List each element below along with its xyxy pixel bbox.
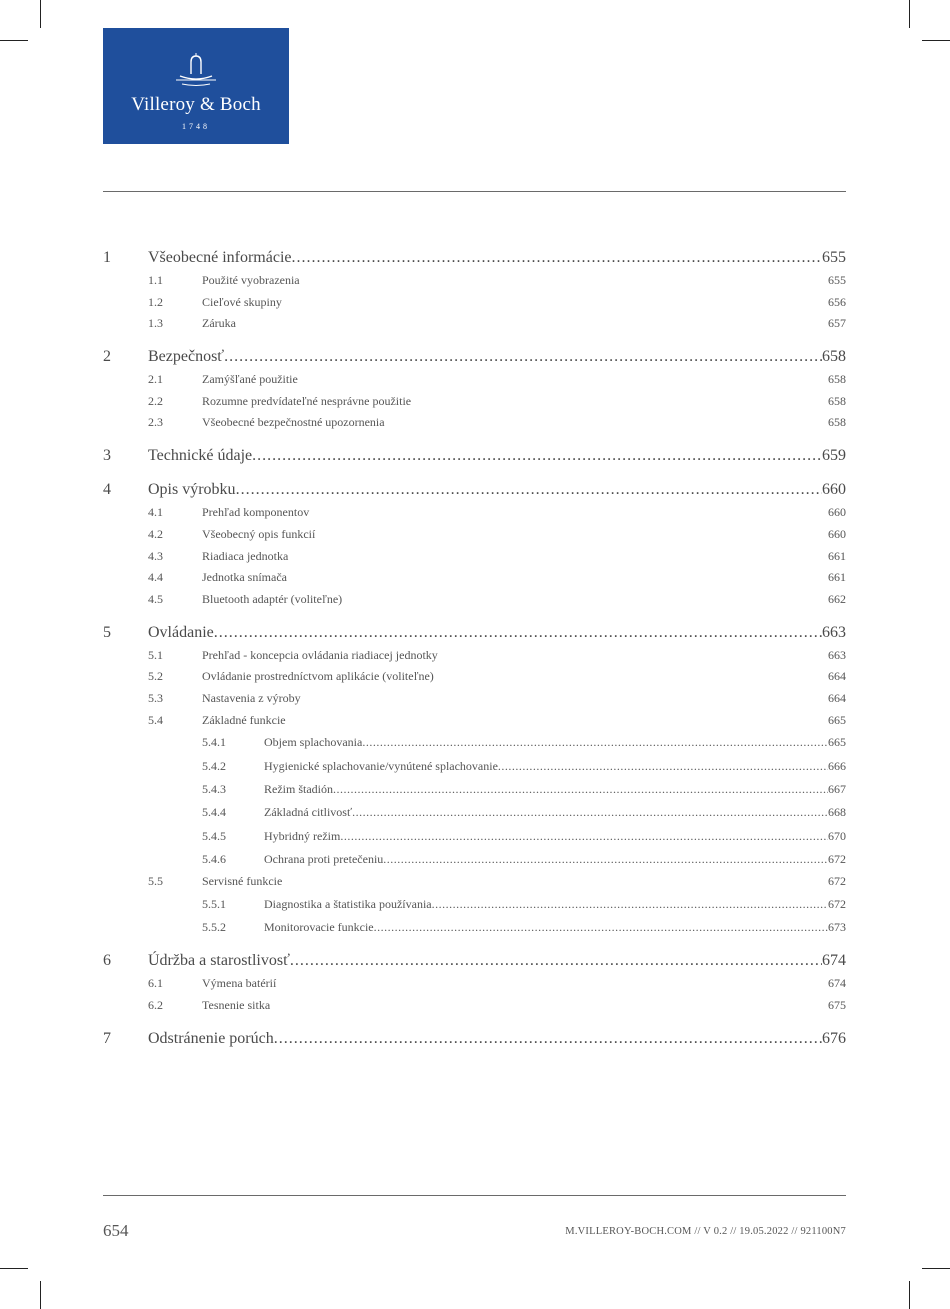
toc-title: Ovládanie	[148, 623, 214, 641]
toc-number: 4.5	[148, 591, 163, 606]
toc-entry-level3[interactable]	[103, 825, 846, 848]
toc-number: 7	[103, 1029, 111, 1047]
toc-entry-level3[interactable]	[103, 893, 846, 916]
toc-number: 5.4.4	[202, 805, 226, 820]
toc-number: 5.4.6	[202, 851, 226, 866]
toc-entry-level2[interactable]	[103, 995, 846, 1017]
toc-page-number: 665	[828, 735, 846, 750]
toc-title: Tesnenie sitka	[202, 998, 271, 1013]
toc-page-number: 655	[828, 273, 846, 287]
toc-number: 1.3	[148, 316, 163, 331]
brand-name: Villeroy & Boch	[131, 94, 261, 115]
toc-number: 1.2	[148, 294, 163, 309]
toc-page-number: 660	[822, 481, 846, 499]
toc-page-number: 664	[828, 669, 846, 684]
toc-entry-level3[interactable]	[103, 848, 846, 871]
toc-entry-level2[interactable]	[103, 688, 846, 710]
toc-title: Servisné funkcie	[202, 874, 283, 889]
toc-entry-level3[interactable]	[103, 731, 846, 754]
toc-page-number: 675	[828, 998, 846, 1013]
toc-entry-level1[interactable]	[103, 621, 846, 645]
toc-page-number: 660	[828, 526, 846, 541]
footer-rule	[103, 1195, 846, 1196]
dot-leader	[214, 621, 822, 645]
toc-page-number: 666	[828, 758, 846, 773]
toc-number: 5.1	[148, 647, 163, 662]
toc-page-number: 665	[828, 712, 846, 727]
dot-leader	[340, 825, 828, 848]
toc-number: 2.3	[148, 415, 163, 430]
dot-leader	[362, 731, 828, 754]
toc-title: Režim štadión	[264, 781, 333, 796]
toc-page-number: 659	[822, 447, 846, 465]
crop-mark	[922, 40, 950, 41]
toc-page-number: 664	[828, 690, 846, 705]
toc-section	[103, 478, 846, 610]
toc-number: 2	[103, 348, 111, 366]
toc-title: Ochrana proti pretečeniu	[264, 851, 384, 866]
toc-number: 5.4	[148, 712, 163, 727]
toc-entry-level1[interactable]	[103, 345, 846, 369]
dot-leader	[432, 893, 828, 916]
footer-meta: M.VILLEROY-BOCH.COM // V 0.2 // 19.05.2022 // 921100N7	[565, 1226, 846, 1237]
toc-section	[103, 246, 846, 335]
toc-number: 6.1	[148, 976, 163, 991]
toc-page-number: 673	[828, 920, 846, 935]
toc-title: Základná citlivosť	[264, 805, 353, 820]
toc-number: 5.5.2	[202, 920, 226, 935]
toc-entry-level2[interactable]	[103, 391, 846, 413]
toc-number: 5.3	[148, 690, 163, 705]
toc-title: Prehľad - koncepcia ovládania riadiacej jednotky	[202, 647, 438, 662]
toc-page-number: 661	[828, 548, 846, 563]
dot-leader	[252, 444, 822, 468]
toc-number: 5.5	[148, 874, 163, 889]
toc-title: Prehľad komponentov	[202, 505, 310, 520]
dot-leader	[274, 1027, 822, 1051]
dot-leader	[291, 246, 822, 270]
toc-title: Riadiaca jednotka	[202, 548, 289, 563]
toc-page-number: 661	[828, 570, 846, 585]
toc-number: 1.1	[148, 273, 163, 287]
toc-page-number: 663	[828, 647, 846, 662]
toc-page-number: 660	[828, 505, 846, 520]
toc-page-number: 662	[828, 591, 846, 606]
toc-page-number: 668	[828, 805, 846, 820]
toc-entry-level3[interactable]	[103, 801, 846, 824]
dot-leader	[498, 755, 828, 778]
toc-number: 5.4.1	[202, 735, 226, 750]
toc-title: Rozumne predvídateľné nesprávne použitie	[202, 393, 412, 408]
toc-page-number: 658	[828, 393, 846, 408]
dot-leader	[236, 478, 822, 502]
toc-title: Opis výrobku	[148, 481, 236, 499]
toc-section	[103, 345, 846, 434]
toc-entry-level1[interactable]	[103, 1027, 846, 1051]
dot-leader	[383, 848, 828, 871]
toc-page-number: 674	[822, 952, 846, 970]
toc-title: Všeobecné bezpečnostné upozornenia	[202, 415, 385, 430]
toc-entry-level1[interactable]	[103, 478, 846, 502]
crop-mark	[909, 1281, 910, 1309]
toc-entry-level3[interactable]	[103, 755, 846, 778]
toc-entry-level2[interactable]	[103, 666, 846, 688]
toc-entry-level2[interactable]	[103, 589, 846, 611]
toc-section	[103, 1027, 846, 1051]
toc-title: Hygienické splachovanie/vynútené splachovanie	[264, 758, 498, 773]
toc-page-number: 672	[828, 874, 846, 889]
toc-entry-level2[interactable]	[103, 567, 846, 589]
toc-number: 1	[103, 249, 111, 266]
toc-number: 5.5.1	[202, 896, 226, 911]
crop-mark	[40, 0, 41, 28]
toc-section	[103, 949, 846, 1016]
toc-entry-level2[interactable]	[103, 369, 846, 391]
toc-title: Monitorovacie funkcie	[264, 920, 374, 935]
toc-number: 6	[103, 952, 111, 970]
toc-number: 4.2	[148, 526, 163, 541]
toc-title: Technické údaje	[148, 447, 253, 465]
crop-mark	[0, 1268, 28, 1269]
toc-number: 5	[103, 623, 111, 641]
fountain-icon	[103, 52, 289, 93]
toc-page-number: 655	[822, 249, 846, 266]
toc-page-number: 674	[828, 976, 846, 991]
toc-title: Výmena batérií	[202, 976, 277, 991]
toc-entry-level2[interactable]	[103, 292, 846, 314]
toc-title: Odstránenie porúch	[148, 1029, 274, 1047]
toc-page-number: 658	[828, 415, 846, 430]
toc-number: 4.3	[148, 548, 163, 563]
toc-entry-level1[interactable]	[103, 444, 846, 468]
toc-entry-level2[interactable]	[103, 645, 846, 667]
header-rule	[103, 191, 846, 192]
crop-mark	[40, 1281, 41, 1309]
toc-number: 2.2	[148, 393, 163, 408]
toc-section	[103, 621, 846, 940]
toc-number: 6.2	[148, 998, 163, 1013]
toc-entry-level3[interactable]	[103, 778, 846, 801]
toc-title: Údržba a starostlivosť	[148, 952, 290, 970]
toc-entry-level2[interactable]	[103, 710, 846, 732]
toc-entry-level2[interactable]	[103, 313, 846, 335]
toc-title: Jednotka snímača	[202, 570, 287, 585]
toc-title: Bezpečnosť	[148, 348, 225, 366]
toc-title: Hybridný režim	[264, 828, 341, 843]
toc-title: Všeobecné informácie	[148, 249, 292, 266]
dot-leader	[224, 345, 822, 369]
toc-title: Zamýšľané použitie	[202, 372, 298, 387]
toc-section	[103, 444, 846, 468]
toc-title: Bluetooth adaptér (voliteľne)	[202, 591, 343, 606]
toc-title: Cieľové skupiny	[202, 294, 282, 309]
toc-title: Základné funkcie	[202, 712, 286, 727]
toc-number: 5.4.5	[202, 828, 226, 843]
toc-number: 4.4	[148, 570, 163, 585]
toc-entry-level2[interactable]	[103, 502, 846, 524]
toc-number: 5.4.3	[202, 781, 226, 796]
brand-logo	[103, 28, 289, 144]
page-number: 654	[103, 1221, 129, 1240]
toc-entry-level2[interactable]	[103, 412, 846, 434]
toc-page-number: 667	[828, 781, 846, 796]
toc-number: 2.1	[148, 372, 163, 387]
toc-number: 4.1	[148, 505, 163, 520]
crop-mark	[909, 0, 910, 28]
crop-mark	[0, 40, 28, 41]
toc-number: 3	[103, 447, 111, 465]
dot-leader	[352, 801, 828, 824]
toc-title: Objem splachovania	[264, 735, 363, 750]
toc-title: Záruka	[202, 316, 236, 331]
dot-leader	[290, 949, 822, 973]
toc-entry-level2[interactable]	[103, 546, 846, 568]
toc-page-number: 672	[828, 851, 846, 866]
toc-page-number: 676	[822, 1029, 846, 1047]
toc-title: Ovládanie prostredníctvom aplikácie (voliteľne)	[202, 669, 434, 684]
table-of-contents	[103, 246, 846, 1061]
toc-page-number: 670	[828, 828, 846, 843]
dot-leader	[333, 778, 828, 801]
dot-leader	[374, 916, 828, 939]
toc-entry-level2[interactable]	[103, 871, 846, 893]
toc-title: Diagnostika a štatistika používania	[264, 896, 432, 911]
toc-entry-level3[interactable]	[103, 916, 846, 939]
brand-year: 1748	[182, 122, 210, 131]
toc-page-number: 658	[822, 348, 846, 366]
toc-title: Nastavenia z výroby	[202, 690, 301, 705]
toc-entry-level1[interactable]	[103, 246, 846, 270]
toc-number: 4	[103, 481, 111, 499]
toc-number: 5.2	[148, 669, 163, 684]
toc-title: Použité vyobrazenia	[202, 273, 300, 287]
toc-page-number: 663	[822, 623, 846, 641]
toc-page-number: 672	[828, 896, 846, 911]
toc-entry-level2[interactable]	[103, 973, 846, 995]
toc-entry-level1[interactable]	[103, 949, 846, 973]
toc-title: Všeobecný opis funkcií	[202, 526, 316, 541]
toc-page-number: 656	[828, 294, 846, 309]
toc-page-number: 658	[828, 372, 846, 387]
toc-entry-level2[interactable]	[103, 524, 846, 546]
crop-mark	[922, 1268, 950, 1269]
toc-page-number: 657	[828, 316, 846, 331]
toc-entry-level2[interactable]	[103, 270, 846, 292]
toc-number: 5.4.2	[202, 758, 226, 773]
